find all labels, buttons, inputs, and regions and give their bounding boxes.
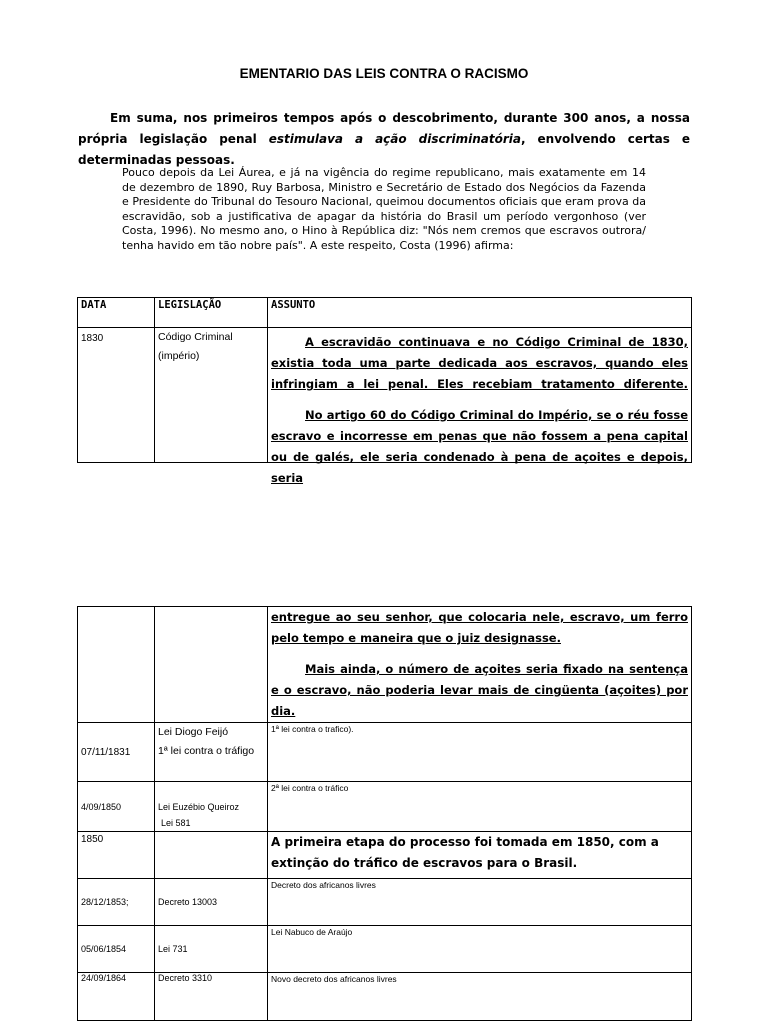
row-1831-law2: 1ª lei contra o tráfigo	[158, 745, 255, 757]
cont-date	[78, 607, 155, 723]
row-1850a-legislation	[155, 782, 268, 832]
row-1831-law1: Lei Diogo Feijó	[158, 726, 229, 738]
row-legislation-line1: Código Criminal	[158, 331, 233, 343]
intro-emphasis: estimulava a ação discriminatória	[268, 132, 521, 146]
row-subject	[268, 328, 692, 485]
intro-text-1: Em suma, nos primeiros tempos após o descobrimento, durante 300 anos, a nossa própria legislação penal	[78, 111, 690, 146]
row-1864-legislation: Decreto 3310	[155, 973, 268, 1021]
row-1850a-date: 4/09/1850	[78, 782, 155, 832]
legislation-table-2	[77, 606, 692, 1021]
document-title: EMENTARIO DAS LEIS CONTRA O RACISMO	[239, 66, 529, 81]
row-1831-legislation	[155, 723, 268, 782]
header-subject: ASSUNTO	[268, 298, 692, 328]
row-1850a-law2: Lei 581	[161, 818, 191, 828]
row-1854-legislation: Lei 731	[155, 926, 268, 973]
subject-paragraph-1: A escravidão continuava e no Código Criminal de 1830, existia toda uma parte dedicada aos escravos, quando eles infringiam a lei penal. Eles recebiam tratamento diferente.	[271, 335, 688, 391]
quote-paragraph: Pouco depois da Lei Áurea, e já na vigência do regime republicano, mais exatamente em 14 de dezembro de 1890, Ruy Barbosa, Ministro e Secretário de Estado dos Negócios da Fazenda e Presidente do Tribunal do Tesouro Nacional, queimou documentos oficiais que eram prova da escravidão, sob a justificativa de apagar da história do Brasil um período vergonhoso (ver Costa, 1996). No mesmo ano, o Hino à República diz: "Nós nem cremos que escravos outrora/ tenha havido em tão nobre país". A este respeito, Costa (1996) afirma:	[122, 166, 646, 252]
header-legislation: LEGISLAÇÃO	[155, 298, 268, 328]
intro-text-2: , envolvendo certas e determinadas pessoas.	[78, 132, 690, 167]
header-date: DATA	[78, 298, 155, 328]
row-1850a-subject: 2ª lei contra o tráfico	[268, 782, 692, 832]
row-1850b-date: 1850	[78, 832, 155, 879]
subject-paragraph-2: No artigo 60 do Código Criminal do Império, se o réu fosse escravo e incorresse em penas que não fossem a pena capital ou de galés, ele seria condenado à pena de açoites e depois, seria	[271, 408, 688, 485]
cont-paragraph-1: entregue ao seu senhor, que colocaria nele, escravo, um ferro pelo tempo e maneira que o juiz designasse.	[271, 610, 688, 645]
row-date: 1830	[78, 328, 155, 463]
row-1831-date: 07/11/1831	[78, 723, 155, 782]
row-1864-subject: Novo decreto dos africanos livres	[268, 973, 692, 1021]
cont-paragraph-2: Mais ainda, o número de açoites seria fixado na sentença e o escravo, não poderia levar mais de cingüenta (açoites) por dia.	[271, 662, 688, 718]
legislation-table-1	[77, 297, 692, 485]
cont-subject	[268, 607, 692, 723]
row-1853-date: 28/12/1853;	[78, 879, 155, 926]
row-legislation	[155, 328, 268, 463]
row-1850b-subject: A primeira etapa do processo foi tomada em 1850, com a extinção do tráfico de escravos para o Brasil.	[268, 832, 692, 879]
row-1831-subject: 1ª lei contra o trafico).	[268, 723, 692, 782]
row-1854-subject: Lei Nabuco de Araújo	[268, 926, 692, 973]
row-1853-legislation: Decreto 13003	[155, 879, 268, 926]
row-1850a-law1: Lei Euzébio Queiroz	[158, 802, 240, 812]
row-1854-date: 05/06/1854	[78, 926, 155, 973]
row-1853-subject: Decreto dos africanos livres	[268, 879, 692, 926]
row-1850b-legislation	[155, 832, 268, 879]
cont-legislation	[155, 607, 268, 723]
row-1864-date: 24/09/1864	[78, 973, 155, 1021]
intro-paragraph	[78, 108, 690, 171]
row-legislation-line2: (império)	[158, 350, 200, 362]
